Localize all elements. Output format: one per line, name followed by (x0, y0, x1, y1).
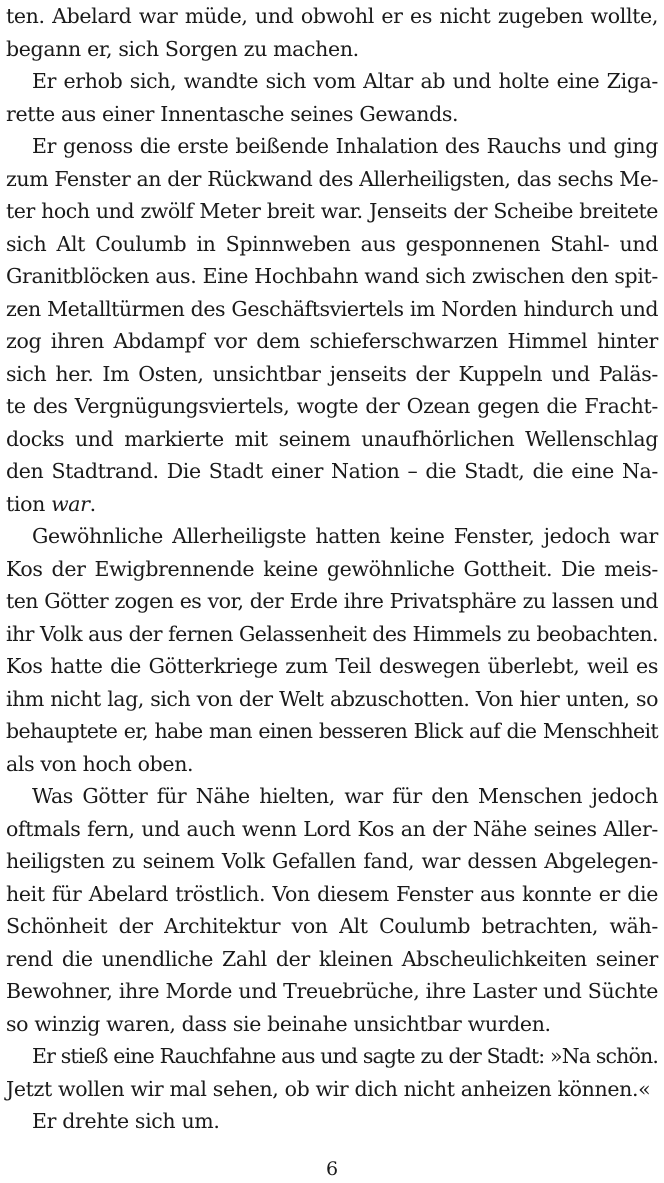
text-line: sich Alt Coulumb in Spinnweben aus gesponnenen Stahl- und (6, 231, 658, 256)
text-line: Kos der Ewigbrennende keine gewöhnliche Gottheit. Die meis- (6, 556, 658, 581)
text-line: rette aus einer Innentasche seines Gewands. (6, 101, 459, 126)
text-line: Gewöhnliche Allerheiligste hatten keine Fenster, jedoch war (32, 524, 658, 548)
text-line: ihr Volk aus der fernen Gelassenheit des Himmels zu beobachten. (6, 621, 658, 646)
text-line: Granitblöcken aus. Eine Hochbahn wand sich zwischen den spit- (6, 264, 658, 288)
text-line: sich her. Im Osten, unsichtbar jenseits der Kuppeln und Paläs- (6, 361, 658, 386)
text-line: Er stieß eine Rauchfahne aus und sagte zu der Stadt: »Na schön. (32, 1044, 658, 1068)
paragraph-6 (6, 1040, 658, 1105)
text-line: als von hoch oben. (6, 751, 194, 776)
text-line: ter hoch und zwölf Meter breit war. Jenseits der Scheibe breitete (6, 199, 658, 223)
text-line: begann er, sich Sorgen zu machen. (6, 36, 359, 61)
text-line (6, 488, 658, 521)
text-line: Kos hatte die Götterkriege zum Teil deswegen überlebt, weil es (6, 654, 658, 678)
paragraph-7 (6, 1105, 658, 1138)
text-line: rend die unendliche Zahl der kleinen Abscheulichkeiten seiner (6, 946, 658, 971)
text-line: heit für Abelard tröstlich. Von diesem Fenster aus konnte er die (6, 881, 658, 906)
text-line: zum Fenster an der Rückwand des Allerheiligsten, das sechs Me- (6, 166, 658, 191)
text-fragment: tion (6, 491, 52, 516)
text-line: zen Metalltürmen des Geschäftsviertels im Norden hindurch und (6, 296, 658, 321)
text-line: Schönheit der Architektur von Alt Coulumb betrachten, wäh- (6, 914, 658, 938)
text-line: Was Götter für Nähe hielten, war für den Menschen jedoch (32, 784, 658, 808)
text-line: heiligsten zu seinem Volk Gefallen fand, war dessen Abgelegen- (6, 849, 658, 873)
text-line: Jetzt wollen wir mal sehen, ob wir dich nicht anheizen können.« (6, 1076, 651, 1101)
paragraph-5 (6, 780, 658, 1040)
text-line: oftmals fern, und auch wenn Lord Kos an der Nähe seines Aller- (6, 816, 658, 841)
text-line: Bewohner, ihre Morde und Treuebrüche, ihre Laster und Süchte (6, 979, 658, 1003)
text-fragment: . (89, 491, 96, 516)
page-number: 6 (325, 1158, 339, 1180)
text-line: behauptete er, habe man einen besseren Blick auf die Menschheit (6, 719, 658, 743)
text-line: ihm nicht lag, sich von der Welt abzuschotten. Von hier unten, so (6, 686, 658, 711)
text-line: so winzig waren, dass sie beinahe unsichtbar wurden. (6, 1011, 551, 1036)
text-line: Er genoss die erste beißende Inhalation des Rauchs und ging (32, 134, 658, 158)
text-line: zog ihren Abdampf vor dem schieferschwarzen Himmel hinter (6, 329, 658, 353)
paragraph-3 (6, 130, 658, 520)
paragraph-1 (6, 0, 658, 65)
text-line: den Stadtrand. Die Stadt einer Nation – die Stadt, die eine Na- (6, 459, 658, 483)
emphasis-word: war (51, 491, 90, 516)
text-line: ten Götter zogen es vor, der Erde ihre Privatsphäre zu lassen und (6, 589, 658, 613)
text-line: ten. Abelard war müde, und obwohl er es nicht zugeben wollte, (6, 4, 658, 28)
paragraph-2 (6, 65, 658, 130)
text-line: docks und markierte mit seinem unaufhörlichen Wellenschlag (6, 426, 658, 451)
text-line: Er erhob sich, wandte sich vom Altar ab und holte eine Ziga- (32, 69, 658, 93)
text-line: Er drehte sich um. (32, 1109, 220, 1133)
paragraph-4 (6, 520, 658, 780)
text-line: te des Vergnügungsviertels, wogte der Ozean gegen die Fracht- (6, 394, 658, 418)
book-page-body (6, 0, 658, 1138)
